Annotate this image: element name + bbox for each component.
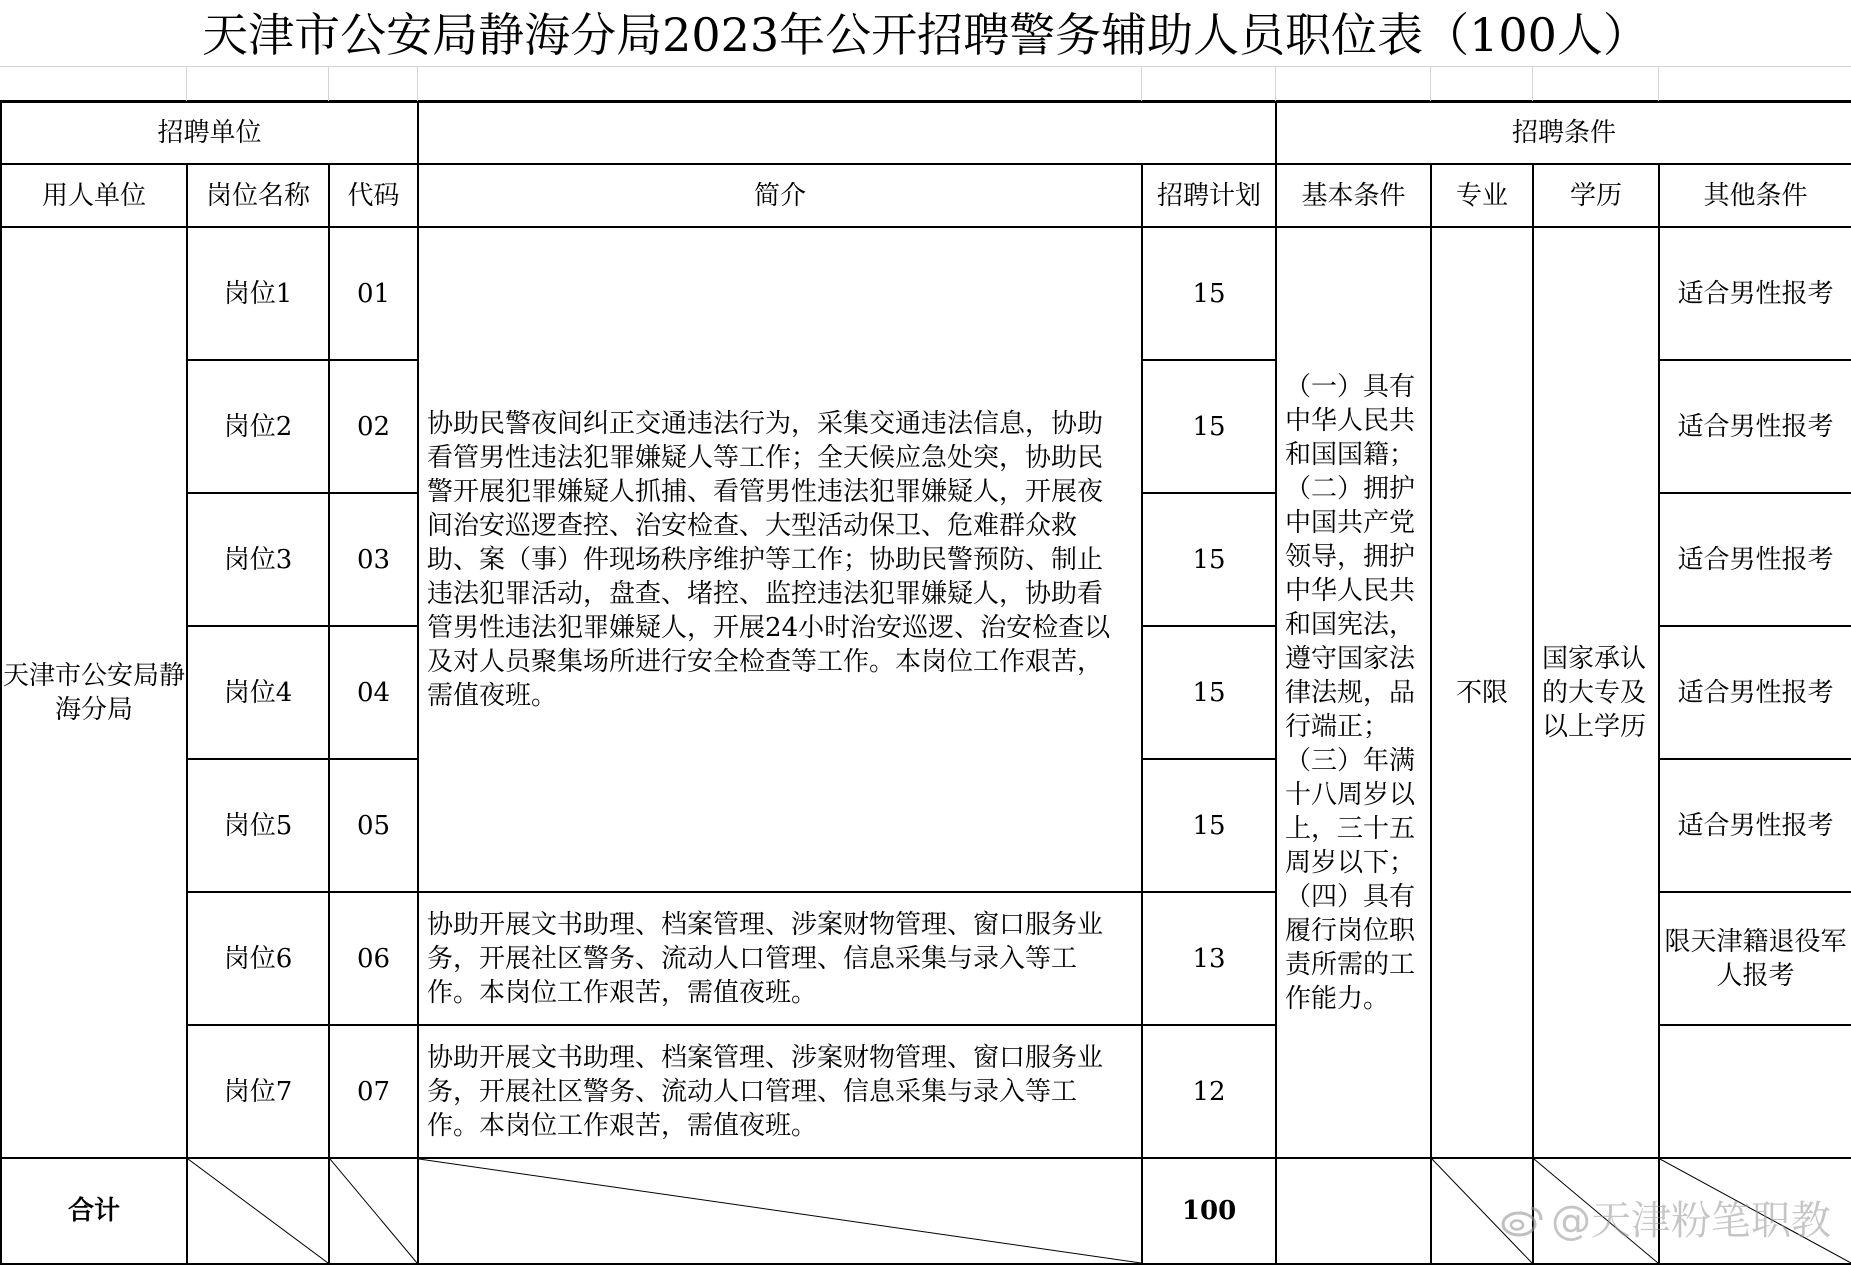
plan-cell: 13 — [1142, 892, 1276, 1025]
page-title: 天津市公安局静海分局2023年公开招聘警务辅助人员职位表（100人） — [202, 8, 1649, 62]
other-cell: 限天津籍退役军人报考 — [1659, 892, 1851, 1025]
sheet-gridline — [1141, 66, 1142, 101]
col-header-employer: 用人单位 — [1, 164, 187, 227]
other-cell: 适合男性报考 — [1659, 759, 1851, 892]
post-cell: 岗位7 — [187, 1025, 329, 1158]
col-header-major: 专业 — [1431, 164, 1533, 227]
other-cell: 适合男性报考 — [1659, 360, 1851, 493]
weibo-icon — [1501, 1202, 1545, 1238]
col-header-post: 岗位名称 — [187, 164, 329, 227]
col-header-basic: 基本条件 — [1276, 164, 1431, 227]
basic-conditions-cell: （一）具有中华人民共和国国籍；（二）拥护中国共产党领导，拥护中华人民共和国宪法，遵守国家法律法规，品行端正；（三）年满十八周岁以上，三十五周岁以下；（四）具有履行岗位职责所需的工作能力。 — [1276, 227, 1431, 1158]
code-cell: 06 — [329, 892, 418, 1025]
other-cell — [1659, 1025, 1851, 1158]
plan-cell: 15 — [1142, 626, 1276, 759]
empty-slashed-cell — [329, 1158, 418, 1264]
sheet-gridline — [417, 66, 418, 101]
group-header-unit: 招聘单位 — [1, 102, 418, 164]
sheet-gridline — [1275, 66, 1276, 101]
sheet-gridline — [328, 66, 329, 101]
code-cell: 02 — [329, 360, 418, 493]
table-row — [1, 227, 1851, 360]
col-header-other: 其他条件 — [1659, 164, 1851, 227]
empty-cell — [1276, 1158, 1431, 1264]
plan-cell: 15 — [1142, 227, 1276, 360]
watermark — [1501, 1189, 1831, 1246]
plan-cell: 15 — [1142, 360, 1276, 493]
group-header-blank — [418, 102, 1276, 164]
recruitment-table — [0, 101, 1851, 1265]
code-cell: 03 — [329, 493, 418, 626]
watermark-text: @天津粉笔职教 — [1551, 1198, 1831, 1244]
col-header-description: 简介 — [418, 164, 1142, 227]
code-cell: 07 — [329, 1025, 418, 1158]
code-cell: 04 — [329, 626, 418, 759]
code-cell: 01 — [329, 227, 418, 360]
col-header-code: 代码 — [329, 164, 418, 227]
description-cell: 协助开展文书助理、档案管理、涉案财物管理、窗口服务业务，开展社区警务、流动人口管理、信息采集与录入等工作。本岗位工作艰苦，需值夜班。 — [418, 1025, 1142, 1158]
education-cell: 国家承认的大专及以上学历 — [1533, 227, 1659, 1158]
col-header-education: 学历 — [1533, 164, 1659, 227]
group-header-conditions: 招聘条件 — [1276, 102, 1851, 164]
plan-cell: 12 — [1142, 1025, 1276, 1158]
post-cell: 岗位5 — [187, 759, 329, 892]
post-cell: 岗位3 — [187, 493, 329, 626]
major-cell: 不限 — [1431, 227, 1533, 1158]
sheet-gridline — [1532, 66, 1533, 101]
post-cell: 岗位4 — [187, 626, 329, 759]
sheet-gridline — [1430, 66, 1431, 101]
post-cell: 岗位1 — [187, 227, 329, 360]
plan-cell: 15 — [1142, 759, 1276, 892]
empty-slashed-cell — [187, 1158, 329, 1264]
col-header-plan: 招聘计划 — [1142, 164, 1276, 227]
code-cell: 05 — [329, 759, 418, 892]
employer-cell: 天津市公安局静海分局 — [1, 227, 187, 1158]
sheet-gridline — [186, 66, 187, 101]
empty-slashed-cell — [418, 1158, 1142, 1264]
total-label: 合计 — [1, 1158, 187, 1264]
other-cell: 适合男性报考 — [1659, 626, 1851, 759]
total-value: 100 — [1142, 1158, 1276, 1264]
plan-cell: 15 — [1142, 493, 1276, 626]
sheet-gridline — [0, 66, 1851, 67]
post-cell: 岗位2 — [187, 360, 329, 493]
description-cell: 协助民警夜间纠正交通违法行为，采集交通违法信息，协助看管男性违法犯罪嫌疑人等工作；全天候应急处突，协助民警开展犯罪嫌疑人抓捕、看管男性违法犯罪嫌疑人，开展夜间治安巡逻查控、治安检查、大型活动保卫、危难群众救助、案（事）件现场秩序维护等工作；协助民警预防、制止违法犯罪活动，盘查、堵控、监控违法犯罪嫌疑人，协助看管男性违法犯罪嫌疑人，开展24小时治安巡逻、治安检查以及对人员聚集场所进行安全检查等工作。本岗位工作艰苦，需值夜班。 — [418, 227, 1142, 892]
post-cell: 岗位6 — [187, 892, 329, 1025]
description-cell: 协助开展文书助理、档案管理、涉案财物管理、窗口服务业务，开展社区警务、流动人口管理、信息采集与录入等工作。本岗位工作艰苦，需值夜班。 — [418, 892, 1142, 1025]
other-cell: 适合男性报考 — [1659, 493, 1851, 626]
sheet-gridline — [1658, 66, 1659, 101]
other-cell: 适合男性报考 — [1659, 227, 1851, 360]
